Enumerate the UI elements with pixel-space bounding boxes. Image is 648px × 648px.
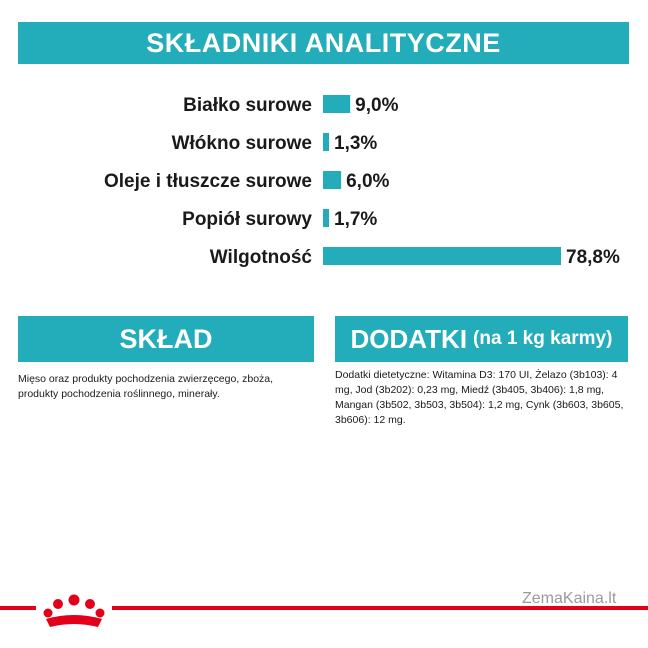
value-label: 9,0% (355, 95, 399, 116)
category-label: Oleje i tłuszcze surowe (103, 171, 312, 192)
category-label: Włókno surowe (171, 133, 312, 154)
bar (323, 133, 329, 151)
bar (323, 247, 561, 265)
royal-canin-crown-icon (36, 591, 112, 631)
section-title-sklad: SKŁAD (18, 316, 314, 362)
category-label: Białko surowe (183, 95, 312, 116)
bar (323, 95, 350, 113)
analytical-bar-chart (0, 80, 648, 280)
category-label: Popiół surowy (182, 209, 312, 230)
value-label: 78,8% (566, 247, 620, 268)
bar (323, 171, 341, 189)
sklad-text: Mięso oraz produkty pochodzenia zwierzęcego, zboża, produkty pochodzenia roślinnego, minerały. (18, 373, 274, 400)
dodatki-subtitle: (na 1 kg karmy) (473, 328, 613, 349)
value-label: 1,3% (334, 133, 378, 154)
bar (323, 209, 329, 227)
dodatki-title: DODATKI (350, 323, 468, 354)
watermark-text: ZemaKaina.lt (522, 590, 617, 607)
category-label: Wilgotność (209, 247, 312, 268)
value-label: 6,0% (346, 171, 390, 192)
dodatki-text: Dodatki dietetyczne: Witamina D3: 170 UI, Żelazo (3b103): 4 mg, Jod (3b202): 0,23 mg, Miedź (3b405, 3b406): 1,8 mg, Mangan (3b502, 3b503, 3b504): 1,2 mg, Cynk (3b603, 3b605, 3b606): 12 mg. (335, 369, 624, 426)
section-title-dodatki (335, 316, 628, 362)
value-label: 1,7% (334, 209, 378, 230)
section-title-analytical: SKŁADNIKI ANALITYCZNE (18, 22, 629, 64)
